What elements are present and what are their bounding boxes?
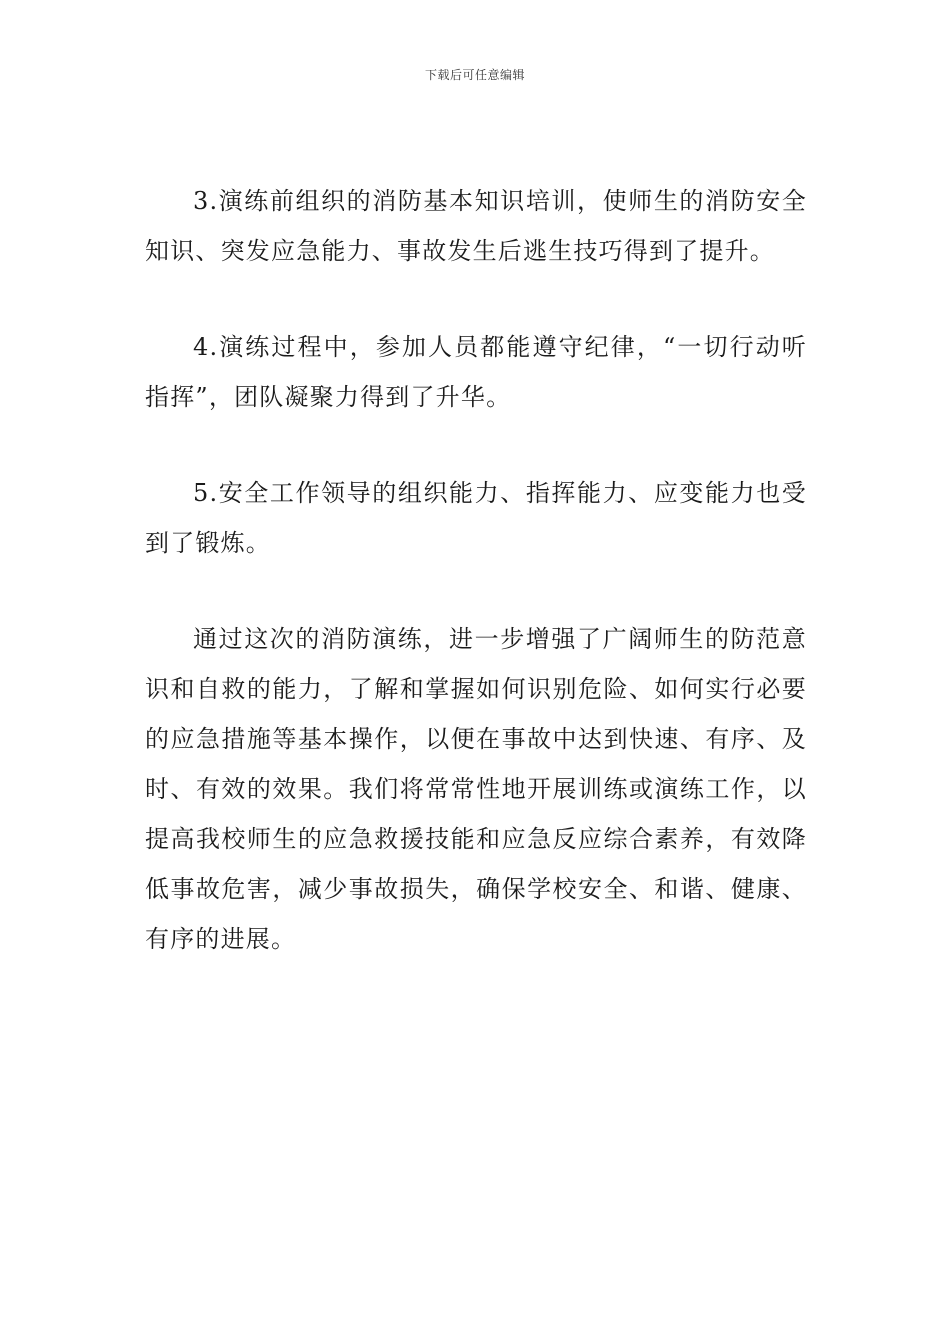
paragraph-item-4: 4.演练过程中，参加人员都能遵守纪律，“一切行动听指挥”，团队凝聚力得到了升华。 — [145, 333, 807, 411]
page-header: 下载后可任意编辑 — [424, 68, 525, 82]
paragraph-item-5: 5.安全工作领导的组织能力、指挥能力、应变能力也受到了锻炼。 — [145, 479, 807, 557]
paragraph-summary: 通过这次的消防演练，进一步增强了广阔师生的防范意识和自救的能力，了解和掌握如何识别危险、如何实行必要的应急措施等基本操作，以便在事故中达到快速、有序、及时、有效的效果。我们将常常性地开展训练或演练工作，以提高我校师生的应急救援技能和应急反应综合素养，有效降低事故危害，减少事故损失，确保学校安全、和谐、健康、有序的进展。 — [145, 625, 807, 953]
paragraph-item-3: 3.演练前组织的消防基本知识培训，使师生的消防安全知识、突发应急能力、事故发生后逃生技巧得到了提升。 — [145, 187, 807, 265]
document-body — [145, 176, 807, 1010]
